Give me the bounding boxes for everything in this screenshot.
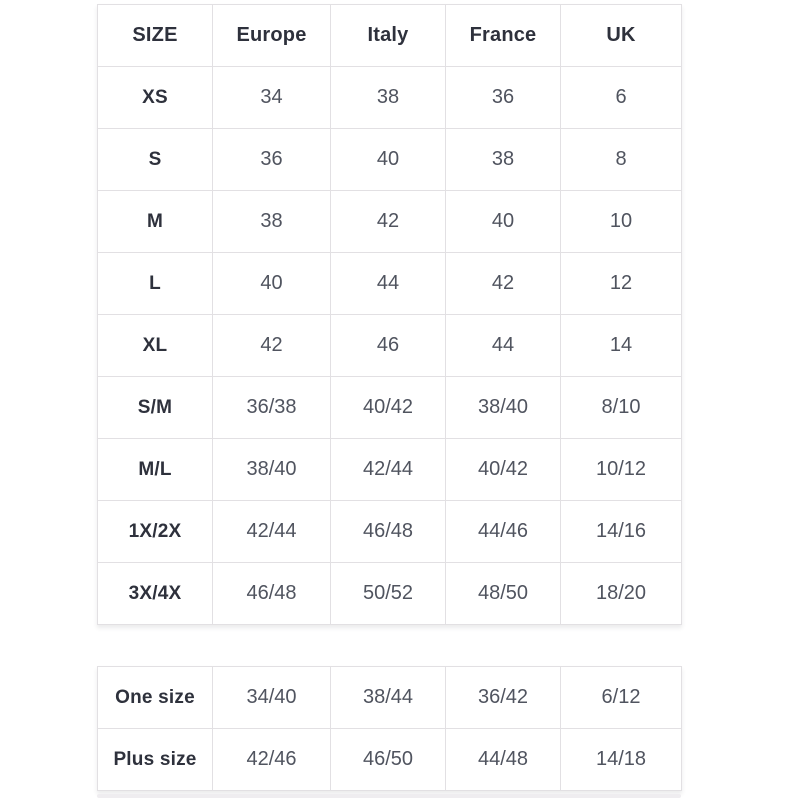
- size-value-cell: 18/20: [561, 563, 682, 625]
- size-value-cell: 36/38: [213, 377, 331, 439]
- size-value-cell: 42: [213, 315, 331, 377]
- table-row: [98, 729, 682, 791]
- size-value-cell: 46: [331, 315, 446, 377]
- size-value-cell: 6/12: [561, 667, 682, 729]
- column-header-uk: UK: [561, 5, 682, 67]
- size-value-cell: 38: [446, 129, 561, 191]
- size-value-cell: 14/16: [561, 501, 682, 563]
- row-label: L: [98, 253, 213, 315]
- size-value-cell: 36/42: [446, 667, 561, 729]
- size-value-cell: 40/42: [331, 377, 446, 439]
- size-value-cell: 8: [561, 129, 682, 191]
- size-value-cell: 10/12: [561, 439, 682, 501]
- size-value-cell: 38: [331, 67, 446, 129]
- size-value-cell: 36: [446, 67, 561, 129]
- table-row: [98, 563, 682, 625]
- size-value-cell: 46/50: [331, 729, 446, 791]
- size-value-cell: 34/40: [213, 667, 331, 729]
- size-value-cell: 50/52: [331, 563, 446, 625]
- column-header-italy: Italy: [331, 5, 446, 67]
- table-row: [98, 667, 682, 729]
- column-header-size: SIZE: [98, 5, 213, 67]
- size-value-cell: 34: [213, 67, 331, 129]
- size-value-cell: 12: [561, 253, 682, 315]
- row-label: S/M: [98, 377, 213, 439]
- size-value-cell: 44: [331, 253, 446, 315]
- size-value-cell: 38/40: [446, 377, 561, 439]
- table-row: [98, 501, 682, 563]
- row-label: M: [98, 191, 213, 253]
- size-value-cell: 44/48: [446, 729, 561, 791]
- header-row: [98, 5, 682, 67]
- table-row: [98, 377, 682, 439]
- table-row: [98, 67, 682, 129]
- row-label: 1X/2X: [98, 501, 213, 563]
- size-value-cell: 42/44: [331, 439, 446, 501]
- table-row: [98, 253, 682, 315]
- size-value-cell: 38: [213, 191, 331, 253]
- size-conversion-table: [97, 4, 682, 625]
- row-label: S: [98, 129, 213, 191]
- size-value-cell: 46/48: [213, 563, 331, 625]
- table-row: [98, 315, 682, 377]
- column-header-europe: Europe: [213, 5, 331, 67]
- size-value-cell: 48/50: [446, 563, 561, 625]
- table-row: [98, 439, 682, 501]
- size-value-cell: 44/46: [446, 501, 561, 563]
- row-label: XS: [98, 67, 213, 129]
- size-value-cell: 38/44: [331, 667, 446, 729]
- size-value-cell: 10: [561, 191, 682, 253]
- size-value-cell: 40: [213, 253, 331, 315]
- size-value-cell: 14/18: [561, 729, 682, 791]
- size-value-cell: 46/48: [331, 501, 446, 563]
- size-value-cell: 42: [446, 253, 561, 315]
- size-value-cell: 42/44: [213, 501, 331, 563]
- table-row: [98, 191, 682, 253]
- bottom-shadow: [97, 794, 681, 798]
- size-value-cell: 38/40: [213, 439, 331, 501]
- row-label: M/L: [98, 439, 213, 501]
- column-header-france: France: [446, 5, 561, 67]
- size-value-cell: 14: [561, 315, 682, 377]
- size-value-cell: 40: [446, 191, 561, 253]
- size-value-cell: 40/42: [446, 439, 561, 501]
- row-label: One size: [98, 667, 213, 729]
- row-label: Plus size: [98, 729, 213, 791]
- size-value-cell: 36: [213, 129, 331, 191]
- size-value-cell: 42: [331, 191, 446, 253]
- table-row: [98, 129, 682, 191]
- size-value-cell: 6: [561, 67, 682, 129]
- size-value-cell: 44: [446, 315, 561, 377]
- size-value-cell: 40: [331, 129, 446, 191]
- size-value-cell: 8/10: [561, 377, 682, 439]
- special-sizes-table: [97, 666, 682, 791]
- size-value-cell: 42/46: [213, 729, 331, 791]
- row-label: 3X/4X: [98, 563, 213, 625]
- row-label: XL: [98, 315, 213, 377]
